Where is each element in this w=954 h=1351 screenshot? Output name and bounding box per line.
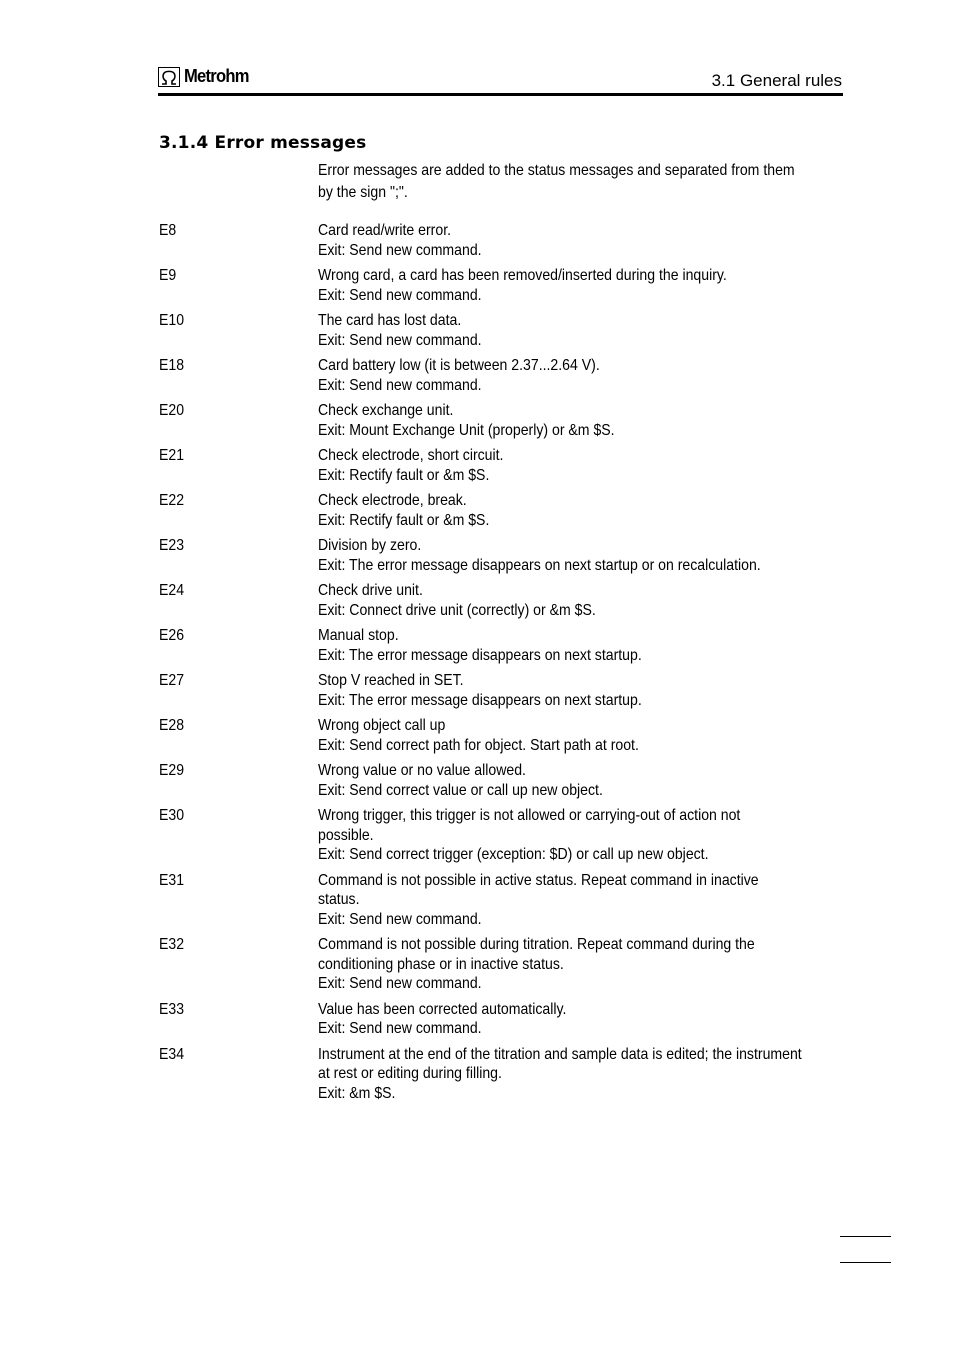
error-description-line: Exit: Rectify fault or &m $S. (318, 466, 490, 484)
error-description-line: Exit: Send correct trigger (exception: $D) or call up new object. (318, 846, 709, 863)
error-description-line: Wrong value or no value allowed. (318, 762, 526, 779)
metrohm-logo (158, 66, 254, 87)
error-description-line: conditioning phase or in inactive status. (318, 955, 564, 973)
error-description (318, 1045, 802, 1104)
error-description-line: Exit: Send correct value or call up new object. (318, 781, 603, 799)
error-code: E20 (159, 402, 185, 419)
error-description (318, 716, 785, 755)
intro-line: by the sign ";". (318, 184, 408, 201)
error-description-line: Value has been corrected automatically. (318, 1000, 567, 1018)
section-reference: 3.1 General rules (711, 71, 842, 90)
error-description (318, 266, 785, 305)
error-description-line: Wrong object call up (318, 717, 446, 734)
header-divider (158, 93, 843, 96)
error-code: E30 (159, 807, 185, 824)
error-description (318, 221, 785, 260)
error-code: E28 (159, 717, 185, 734)
brand-name: Metrohm (184, 66, 249, 86)
error-description (318, 1000, 785, 1039)
error-code: E34 (159, 1045, 185, 1063)
error-code: E22 (159, 492, 185, 509)
error-code: E8 (159, 222, 177, 239)
error-description (318, 806, 785, 865)
error-description-line: Exit: The error message disappears on next startup. (318, 646, 642, 664)
error-row-e10 (159, 311, 849, 350)
error-description-line: Exit: Send new command. (318, 1020, 482, 1037)
error-description (318, 671, 785, 710)
error-description-line: Exit: Rectify fault or &m $S. (318, 511, 490, 529)
error-description-line: Wrong card, a card has been removed/inserted during the inquiry. (318, 267, 727, 284)
error-code: E26 (159, 627, 185, 644)
error-description-line: Check exchange unit. (318, 402, 454, 419)
error-row-e22 (159, 491, 849, 530)
page-header (158, 64, 842, 96)
error-description-line: Instrument at the end of the titration and sample data is edited; the instrument (318, 1045, 802, 1063)
margin-rule-top (840, 1236, 891, 1237)
error-description (318, 446, 785, 485)
error-description (318, 935, 785, 994)
intro-paragraph (318, 160, 843, 204)
error-description-line: Wrong trigger, this trigger is not allowed or carrying-out of action not (318, 807, 741, 824)
error-code: E33 (159, 1000, 185, 1018)
error-code: E32 (159, 936, 185, 953)
error-description (318, 401, 785, 440)
error-description-line: status. (318, 891, 360, 908)
error-description-line: Manual stop. (318, 627, 399, 644)
error-code: E29 (159, 762, 185, 779)
error-description-line: Command is not possible in active status. Repeat command in inactive (318, 871, 759, 889)
error-description-line: Stop V reached in SET. (318, 672, 464, 689)
error-row-e28 (159, 716, 849, 755)
margin-rule-bottom (840, 1262, 891, 1263)
error-row-e20 (159, 401, 849, 440)
error-description-line: Exit: Connect drive unit (correctly) or &m $S. (318, 601, 596, 619)
error-code: E27 (159, 672, 185, 689)
error-row-e9 (159, 266, 849, 305)
error-description-line: Exit: Send new command. (318, 241, 482, 259)
error-code: E18 (159, 357, 185, 374)
error-description (318, 356, 785, 395)
error-description-line: Exit: Send correct path for object. Start path at root. (318, 736, 639, 754)
error-row-e27 (159, 671, 849, 710)
error-description (318, 536, 785, 575)
error-description-line: Exit: Send new command. (318, 975, 482, 992)
error-row-e32 (159, 935, 849, 994)
error-row-e26 (159, 626, 849, 665)
error-description-line: Exit: Send new command. (318, 286, 482, 304)
error-description-line: Card battery low (it is between 2.37...2.64 V). (318, 357, 600, 374)
error-row-e21 (159, 446, 849, 485)
error-row-e24 (159, 581, 849, 620)
error-row-e29 (159, 761, 849, 800)
error-description-line: Division by zero. (318, 537, 422, 554)
error-row-e31 (159, 871, 849, 930)
error-description-line: Check electrode, short circuit. (318, 447, 504, 464)
error-description-line: Exit: Send new command. (318, 331, 482, 349)
error-code: E24 (159, 582, 185, 599)
error-description-line: Exit: Send new command. (318, 910, 482, 928)
error-description (318, 491, 785, 530)
error-code: E31 (159, 871, 185, 889)
error-description (318, 311, 785, 350)
error-description-line: Exit: Send new command. (318, 376, 482, 394)
error-description-line: Exit: The error message disappears on next startup or on recalculation. (318, 556, 761, 574)
error-code: E23 (159, 537, 185, 554)
error-row-e30 (159, 806, 849, 865)
error-description-line: Exit: &m $S. (318, 1084, 396, 1102)
metrohm-omega-icon (158, 67, 180, 87)
error-description-line: Exit: Mount Exchange Unit (properly) or &m $S. (318, 421, 615, 439)
error-code: E9 (159, 267, 177, 284)
error-description (318, 581, 785, 620)
error-description-line: Exit: The error message disappears on next startup. (318, 691, 642, 709)
section-title: 3.1.4 Error messages (159, 133, 367, 153)
error-description-line: The card has lost data. (318, 312, 462, 329)
error-description-line: Check drive unit. (318, 582, 423, 599)
error-description-line: at rest or editing during filling. (318, 1065, 502, 1082)
error-description-line: Check electrode, break. (318, 492, 467, 509)
error-row-e34 (159, 1045, 849, 1104)
error-description-line: Command is not possible during titration. Repeat command during the (318, 936, 755, 953)
error-message-list (159, 221, 849, 1109)
error-description (318, 761, 785, 800)
error-description (318, 871, 785, 930)
error-code: E10 (159, 312, 185, 329)
error-row-e33 (159, 1000, 849, 1039)
error-description-line: possible. (318, 826, 374, 844)
error-row-e23 (159, 536, 849, 575)
error-description (318, 626, 785, 665)
error-row-e8 (159, 221, 849, 260)
error-description-line: Card read/write error. (318, 222, 452, 239)
error-row-e18 (159, 356, 849, 395)
error-code: E21 (159, 447, 185, 464)
intro-line: Error messages are added to the status messages and separated from them (318, 162, 795, 179)
